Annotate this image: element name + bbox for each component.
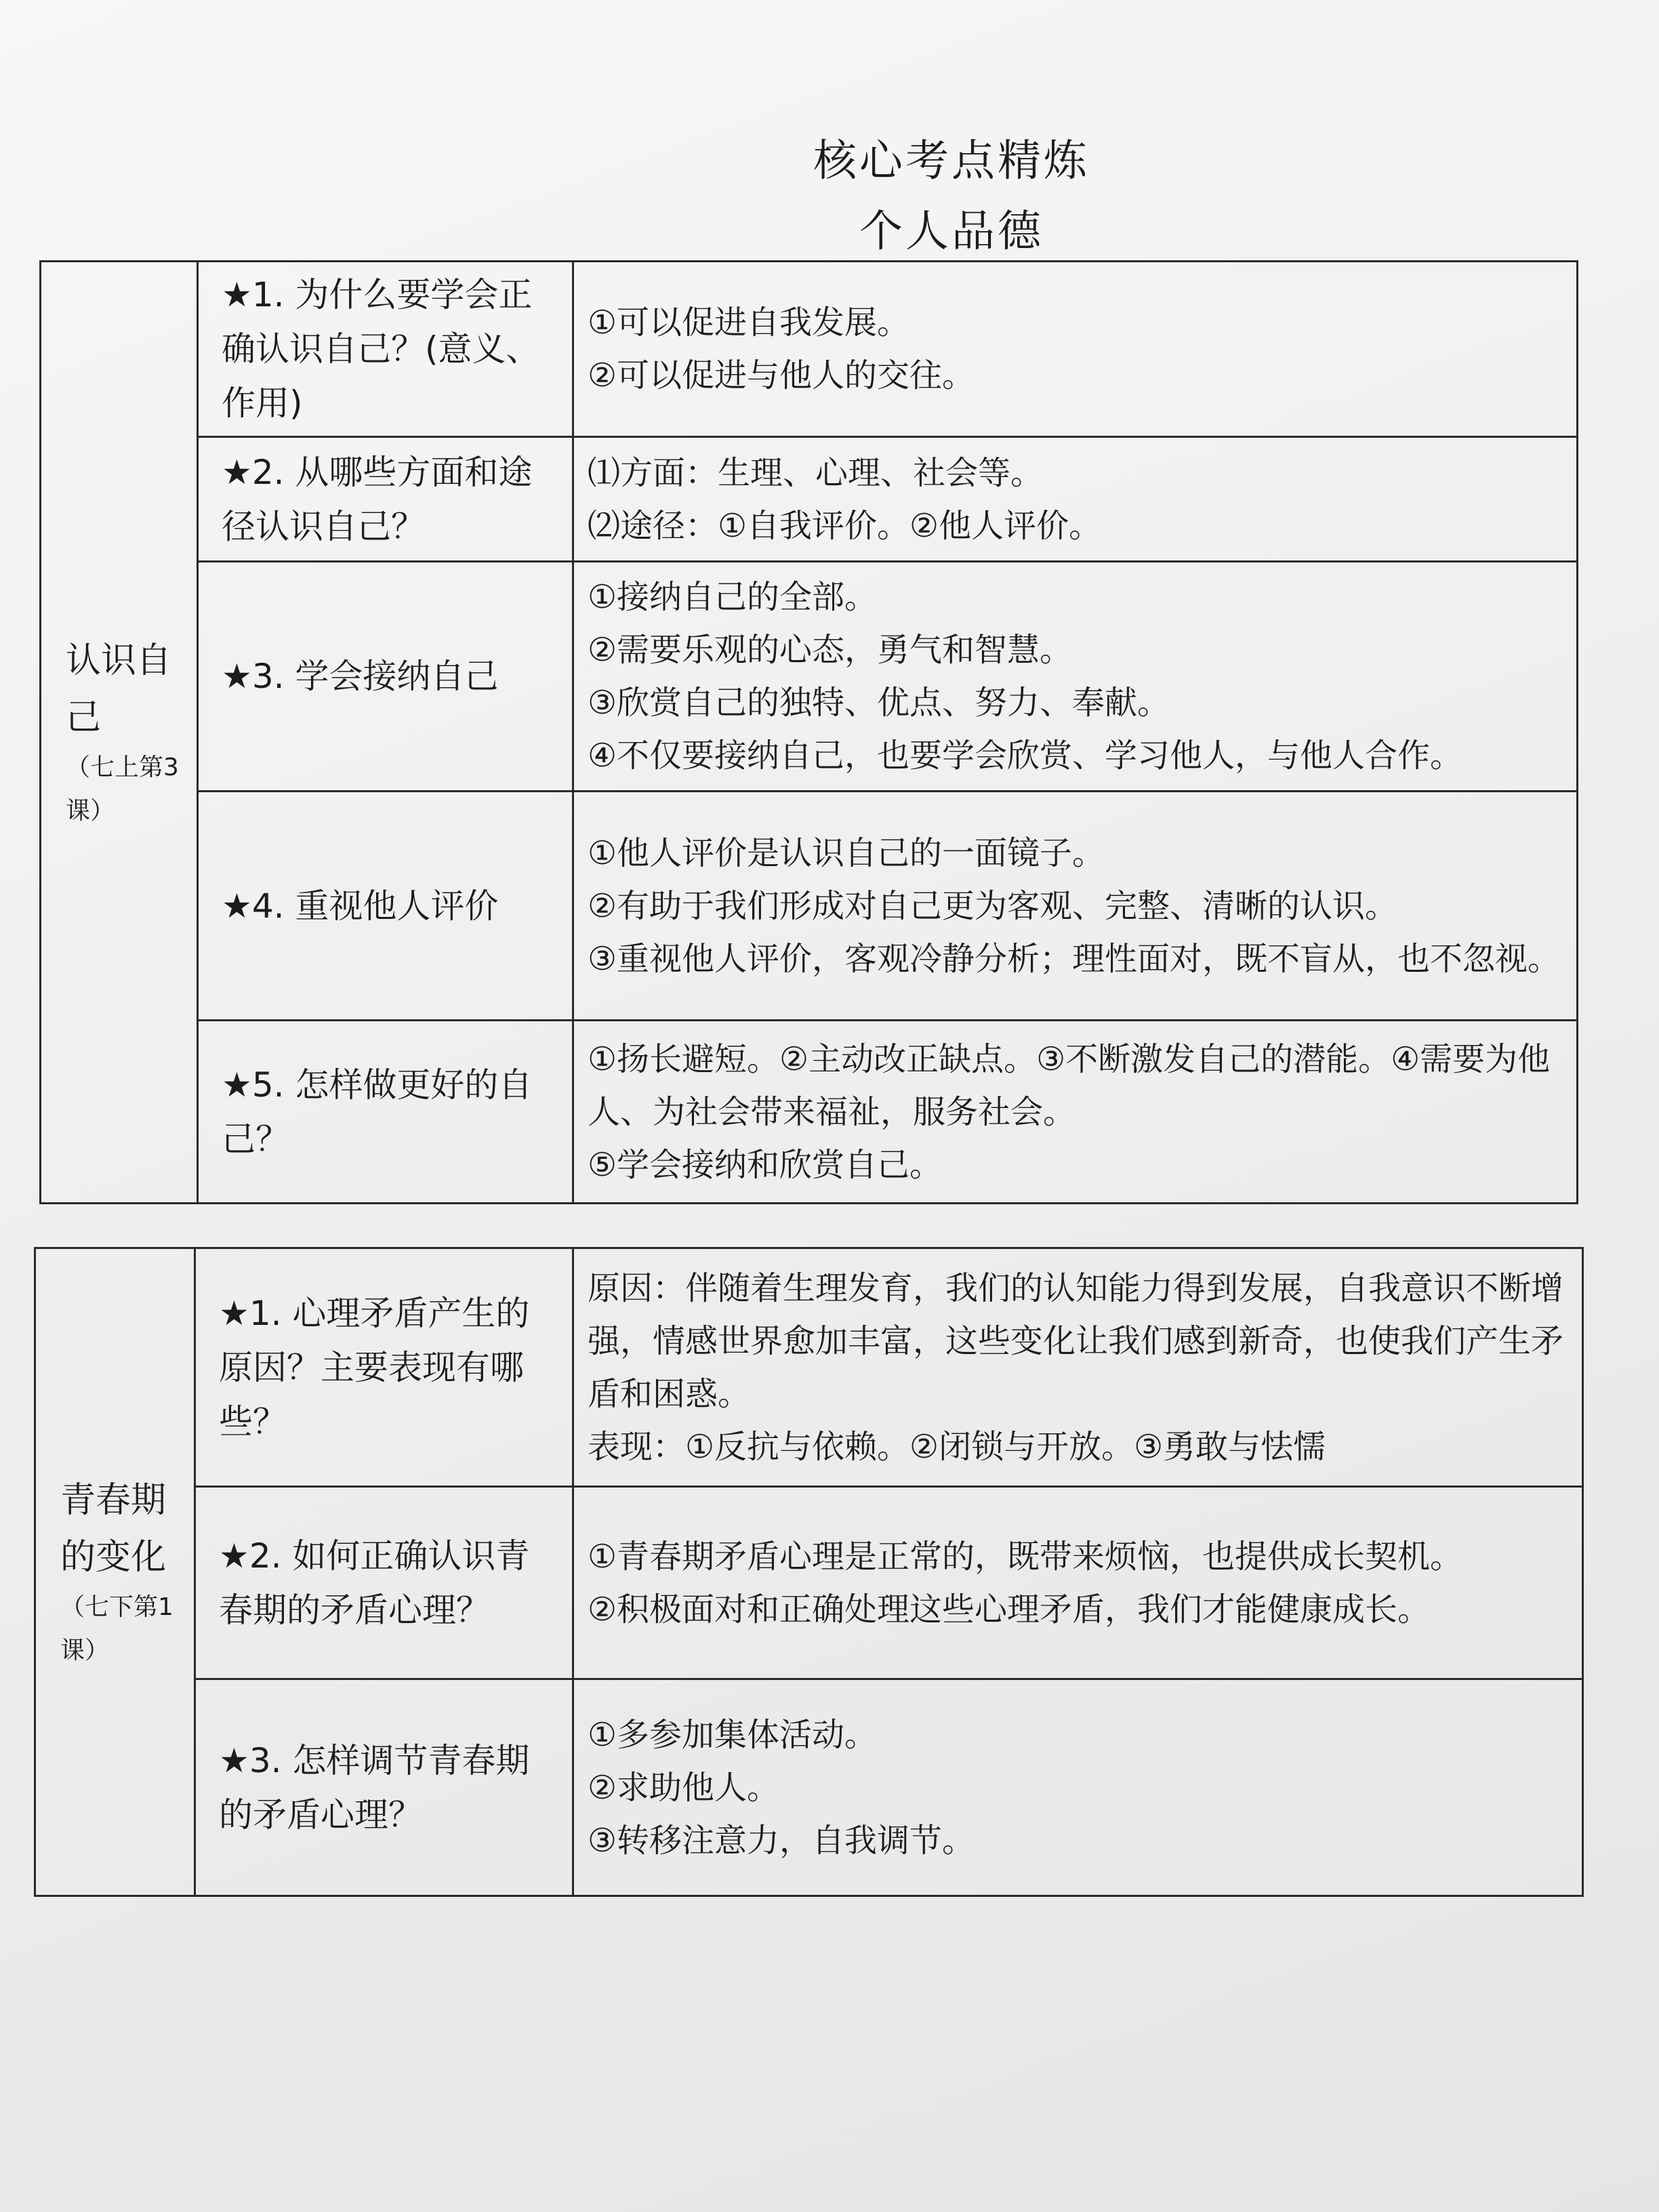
table-row: [35, 1248, 1583, 1487]
answer-cell: [573, 1679, 1583, 1896]
question-cell: ★2. 如何正确认识青春期的矛盾心理？: [195, 1487, 573, 1679]
table-row: [35, 1679, 1583, 1896]
answer-line: ①青春期矛盾心理是正常的，既带来烦恼，也提供成长契机。: [588, 1537, 1463, 1576]
answer-cell: [573, 1248, 1583, 1487]
answer-line: ①扬长避短。②主动改正缺点。③不断激发自己的潜能。④需要为他人、为社会带来福祉，服务社会。: [588, 1040, 1551, 1131]
category-cell: [41, 262, 198, 1204]
answer-line: ①他人评价是认识自己的一面镜子。: [588, 834, 1105, 872]
answer-line: ②可以促进与他人的交往。: [588, 356, 975, 394]
category-cell: [35, 1248, 195, 1896]
answer-line: ⑴方面：生理、心理、社会等。: [588, 453, 1044, 492]
category-lesson: （七下第1课）: [60, 1593, 173, 1664]
answer-cell: [573, 437, 1578, 562]
table-row: [41, 562, 1578, 792]
table-self-knowledge: [39, 260, 1578, 1204]
answer-line: ①可以促进自我发展。: [588, 304, 910, 342]
answer-line: 原因：伴随着生理发育，我们的认知能力得到发展，自我意识不断增强，情感世界愈加丰富，这些变化让我们感到新奇，也使我们产生矛盾和困惑。: [588, 1269, 1564, 1413]
answer-line: ③欣赏自己的独特、优点、努力、奉献。: [588, 684, 1170, 722]
category-lesson: （七上第3课）: [66, 753, 179, 825]
answer-cell: [573, 792, 1578, 1021]
table-row: [41, 1021, 1578, 1204]
table-row: [35, 1487, 1583, 1679]
page-subtitle: 个人品德: [859, 207, 1044, 257]
table-row: [41, 792, 1578, 1021]
question-cell: ★5. 怎样做更好的自己？: [198, 1021, 573, 1204]
answer-line: ③转移注意力，自我调节。: [588, 1821, 975, 1860]
answer-line: 表现：①反抗与依赖。②闭锁与开放。③勇敢与怯懦: [588, 1427, 1326, 1466]
answer-line: ②积极面对和正确处理这些心理矛盾，我们才能健康成长。: [588, 1590, 1431, 1629]
question-cell: ★3. 学会接纳自己: [198, 562, 573, 792]
answer-line: ⑤学会接纳和欣赏自己。: [588, 1145, 943, 1184]
answer-line: ②有助于我们形成对自己更为客观、完整、清晰的认识。: [588, 886, 1398, 925]
answer-line: ④不仅要接纳自己，也要学会欣赏、学习他人，与他人合作。: [588, 737, 1463, 775]
table-row: [41, 437, 1578, 562]
answer-line: ②需要乐观的心态，勇气和智慧。: [588, 631, 1073, 669]
question-cell: ★3. 怎样调节青春期的矛盾心理？: [195, 1679, 573, 1896]
answer-line: ③重视他人评价，客观冷静分析；理性面对，既不盲从，也不忽视。: [588, 939, 1561, 978]
answer-cell: [573, 562, 1578, 792]
question-cell: ★4. 重视他人评价: [198, 792, 573, 1021]
category-name: 认识自己: [66, 640, 172, 738]
answer-cell: [573, 1021, 1578, 1204]
table-row: [41, 262, 1578, 437]
answer-line: ①多参加集体活动。: [588, 1715, 878, 1754]
table-adolescence: [34, 1247, 1584, 1897]
question-cell: ★2. 从哪些方面和途径认识自己？: [198, 437, 573, 562]
page-title: 核心考点精炼: [813, 136, 1090, 186]
question-cell: ★1. 心理矛盾产生的原因？主要表现有哪些？: [195, 1248, 573, 1487]
answer-line: ②求助他人。: [588, 1768, 780, 1807]
question-cell: ★1. 为什么要学会正确认识自己？(意义、作用): [198, 262, 573, 437]
category-name: 青春期的变化: [60, 1479, 167, 1578]
answer-line: ①接纳自己的全部。: [588, 578, 878, 616]
answer-line: ⑵途径：①自我评价。②他人评价。: [588, 506, 1102, 545]
answer-cell: [573, 1487, 1583, 1679]
answer-cell: [573, 262, 1578, 437]
